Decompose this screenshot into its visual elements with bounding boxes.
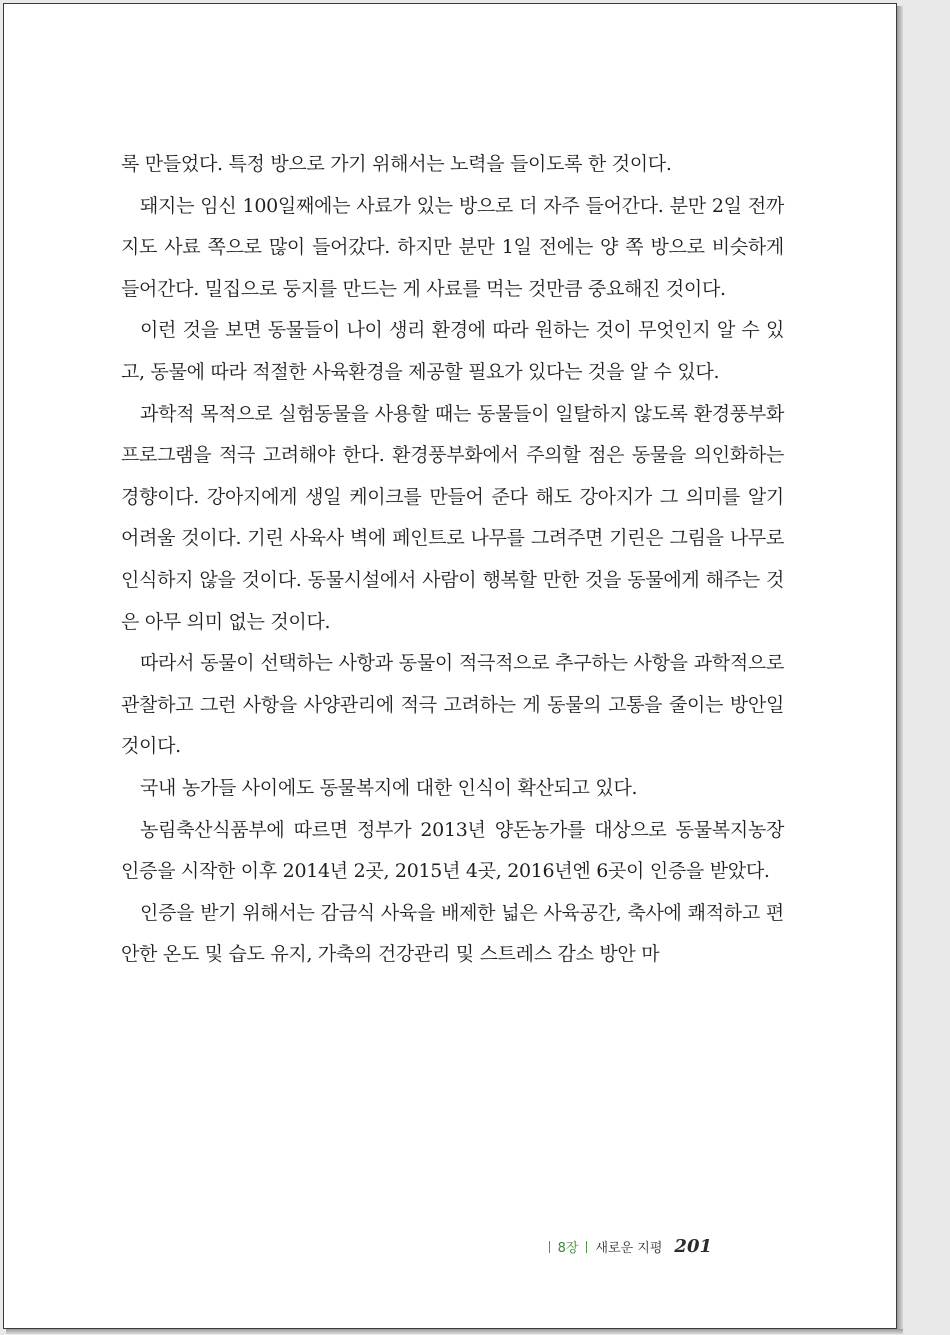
divider: [586, 1241, 587, 1253]
body-text: [121, 144, 784, 976]
paragraph: 돼지는 임신 100일째에는 사료가 있는 방으로 더 자주 들어간다. 분만 2일 전까지도 사료 쪽으로 많이 들어갔다. 하지만 분만 1일 전에는 양 쪽 방으로 비슷하게 들어간다. 밀집으로 둥지를 만드는 게 사료를 먹는 것만큼 중요해진 것이다.: [121, 194, 784, 300]
divider: [549, 1241, 550, 1253]
page-shadow: [6, 1329, 903, 1334]
chapter-title: 새로운 지평: [595, 1241, 663, 1256]
book-page: [3, 3, 897, 1329]
paragraph: 이런 것을 보면 동물들이 나이 생리 환경에 따라 원하는 것이 무엇인지 알 수 있고, 동물에 따라 적절한 사육환경을 제공할 필요가 있다는 것을 알 수 있다.: [121, 319, 784, 383]
paragraph: 농림축산식품부에 따르면 정부가 2013년 양돈농가를 대상으로 동물복지농장 인증을 시작한 이후 2014년 2곳, 2015년 4곳, 2016년엔 6곳이 인증을 받았다.: [121, 818, 784, 883]
paragraph: 인증을 받기 위해서는 감금식 사육을 배제한 넓은 사육공간, 축사에 쾌적하고 편안한 온도 및 습도 유지, 가축의 건강관리 및 스트레스 감소 방안 마: [121, 901, 784, 966]
page-shadow: [897, 6, 903, 1332]
page-number: 201: [674, 1236, 712, 1257]
paragraph: 록 만들었다. 특정 방으로 가기 위해서는 노력을 들이도록 한 것이다.: [121, 153, 672, 175]
paragraph: 따라서 동물이 선택하는 사항과 동물이 적극적으로 추구하는 사항을 과학적으로 관찰하고 그런 사항을 사양관리에 적극 고려하는 게 동물의 고통을 줄이는 방안일 것이다.: [121, 652, 784, 758]
paragraph: 국내 농가들 사이에도 동물복지에 대한 인식이 확산되고 있다.: [140, 776, 638, 799]
running-footer: [545, 1236, 712, 1257]
chapter-label: 8장: [557, 1241, 579, 1256]
paragraph: 과학적 목적으로 실험동물을 사용할 때는 동물들이 일탈하지 않도록 환경풍부화 프로그램을 적극 고려해야 한다. 환경풍부화에서 주의할 점은 동물을 의인화하는 경향이다. 강아지에게 생일 케이크를 만들어 준다 해도 강아지가 그 의미를 알기 어려울 것이다. 기린 사육사 벽에 페인트로 나무를 그려주면 기린은 그림을 나무로 인식하지 않을 것이다. 동물시설에서 사람이 행복할 만한 것을 동물에게 해주는 것은 아무 의미 없는 것이다.: [121, 402, 784, 633]
